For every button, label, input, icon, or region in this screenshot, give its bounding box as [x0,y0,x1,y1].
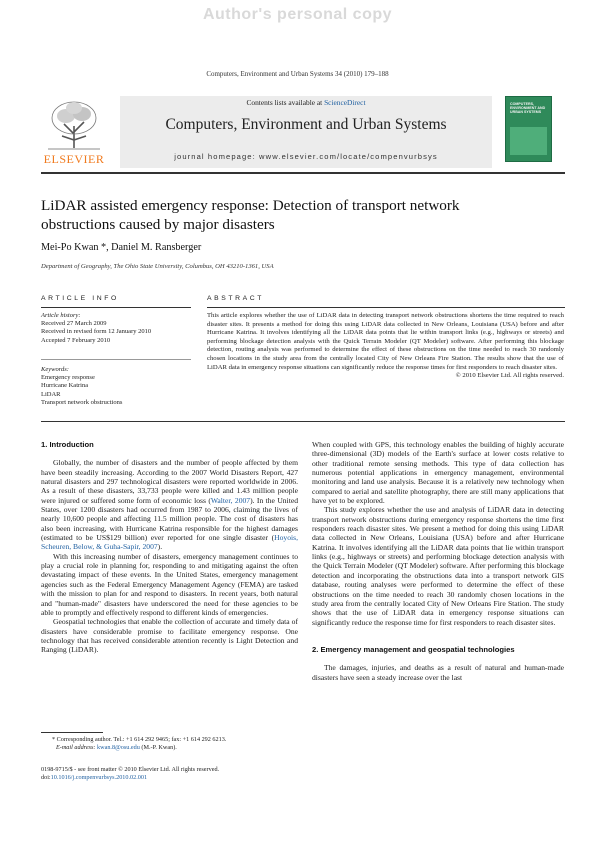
article-info-rule [41,307,191,308]
keyword: Transport network obstructions [41,398,123,406]
header-rule [41,172,565,174]
cover-title: COMPUTERS, ENVIRONMENT AND URBAN SYSTEMS [510,102,546,115]
email-line: E-mail address: kwan.8@osu.edu (M.-P. Kwan). [56,743,177,751]
front-matter [41,766,301,782]
corresponding-author: * Corresponding author. Tel.: +1 614 292 9465; fax: +1 614 292 6213. [52,736,227,743]
article-history [41,312,191,345]
homepage-prefix: journal homepage: [174,152,260,161]
paragraph: Globally, the number of disasters and the number of people affected by them have been steadily increasing. According to the 2007 World Disasters Report, 427 natural disasters and 297 technological disasters were reported worldwide in 2006. As a result of these disasters, 33,733 people were killed and 1.43 million people were injured or suffered some form of economic loss (Walter, 2007). In the United States, over 1200 disasters had occurred from 1987 to 2006, claiming the lives of nearly 10,600 people and affecting 11.5 million people. The cost of disasters has also been increasing, with Hurricane Katrina responsible for the highest damages (estimated to be US$129 billion) ever reported for one single disaster (Hoyois, Scheuren, Below, & Guha-Sapir, 2007). [41,458,298,552]
right-column [312,440,564,682]
doi-link[interactable]: 10.1016/j.compenvurbsys.2010.02.001 [50,773,148,781]
abstract-body [207,312,564,381]
keyword: Emergency response [41,374,95,382]
authors: Mei-Po Kwan *, Daniel M. Ransberger [41,242,202,253]
history-item: Accepted 7 February 2010 [41,336,111,344]
journal-title: Computers, Environment and Urban Systems [165,116,447,133]
abstract-heading: ABSTRACT [207,295,265,302]
keyword: LiDAR [41,390,61,398]
history-label: Article history: [41,312,81,319]
affiliation: Department of Geography, The Ohio State University, Columbus, OH 43210-1361, USA [41,263,274,270]
watermark: Author's personal copy [202,6,393,23]
abstract-rule [207,307,565,308]
article-title: LiDAR assisted emergency response: Detection of transport network obstructions caused by major disasters [41,197,460,233]
journal-citation: Computers, Environment and Urban Systems 34 (2010) 179–188 [206,70,389,78]
abstract-copyright: © 2010 Elsevier Ltd. All rights reserved. [455,372,564,380]
cover-art [510,127,547,155]
paragraph: The damages, injuries, and deaths as a result of natural and human-made disasters have seen a steady increase over the last [312,663,564,682]
left-column [41,440,298,655]
email-link[interactable]: kwan.8@osu.edu [97,743,140,751]
paragraph: Geospatial technologies that enable the collection of accurate and timely data of disasters have considerable promise to facilitate emergency response. One technology that has received considerable attention recently is Light Detection and Ranging (LiDAR). [41,617,298,655]
contents-prefix: Contents lists available at [246,98,325,107]
sciencedirect-link[interactable]: ScienceDirect [324,98,366,107]
paragraph: When coupled with GPS, this technology enables the building of highly accurate three-dimensional (3D) models of the Earth's surface at lower costs relative to other traditional remote sensing methods. This type of data collection has numerous potential applications in emergency management, environmental monitoring and land use analysis. Because it is a relatively new technology when compared to aerial and satellite photography, there are still many applications that have yet to be explored. [312,440,564,506]
elsevier-wordmark: ELSEVIER [43,152,105,166]
history-item: Received in revised form 12 January 2010 [41,328,152,336]
paragraph: With this increasing number of disasters, emergency management continues to play a crucial role in planning for, responding to and mitigating against the often devastating impact of these events. In the United States, emergency management agencies such as the Federal Emergency Management Agency (FEMA) are tasked with the mission to plan for and respond to disasters. In recent years, both natural and "human-made" disasters have underscored the need for these agencies to be able to promptly and effectively respond to different kinds of emergencies. [41,551,298,617]
footnote-rule [41,732,103,733]
keyword: Hurricane Katrina [41,382,89,390]
footnote-corresponding [52,736,302,752]
paragraph: This study explores whether the use and analysis of LiDAR data in detecting transport network obstructions during emergency response shortens the time first responders reach disaster sites. We present a method for doing this using LiDAR data collected in New Orleans, Louisiana (USA) before and after Hurricane Katrina. It involves identifying all the LiDAR data points that lie within transport links (e.g., highways or streets) and performing blockage detection analysis with the Quick Terrain Modeler (QT Modeler) software. After performing this blockage detection and incorporating the obstructions data into a transport network GIS database, routing analyses were performed to determine the effect of these obstructions on the time needed to reach 30 randomly chosen locations in the study area from the centrally located City of New Orleans Fire Station. The study shows that the use of LiDAR data in emergency response situations can significantly reduce the response time for first responders to reach disaster sites. [312,505,564,627]
issn-line: 0198-9715/$ - see front matter © 2010 Elsevier Ltd. All rights reserved. [41,766,220,773]
abstract-bottom-rule [41,421,565,422]
homepage-url[interactable]: www.elsevier.com/locate/compenvurbsys [259,152,438,161]
citation-link[interactable]: Hoyois, Scheuren, Below, & Guha-Sapir, 2007 [41,533,298,552]
journal-cover-thumbnail [505,96,552,162]
article-info-heading: ARTICLE INFO [41,295,119,302]
keywords [41,366,191,407]
info-divider [41,359,191,360]
journal-homepage [120,152,492,161]
citation-link[interactable]: Walter, 2007 [210,495,251,505]
abstract-text: This article explores whether the use of LiDAR data in detecting transport network obstructions shortens the time required to reach disaster sites. It presents a method for doing this using LiDAR data collected in New Orleans, Louisiana (USA) before and after Hurricane Katrina. It involves identifying all the LiDAR data points that lie within transport links (e.g., highways or streets) and performing blockage detection analysis with the Quick Terrain Modeler (QT Modeler) software. After performing this blockage detection, routing analysis was performed to determine the effect of these obstructions on the time needed to reach 30 randomly chosen locations in the study area from the centrally located City of New Orleans Fire Station. The results show that the use of LiDAR data in emergency response situations can significantly reduce the response times for first responders to reach disaster sites. [207,312,564,371]
doi-line: doi:10.1016/j.compenvurbsys.2010.02.001 [41,773,148,781]
contents-line [120,98,492,107]
section-1-heading: 1. Introduction [41,440,94,449]
elsevier-logo [38,96,110,168]
section-2-heading: 2. Emergency management and geospatial technologies [312,644,515,654]
keywords-label: Keywords: [41,366,69,373]
history-item: Received 27 March 2009 [41,320,107,328]
